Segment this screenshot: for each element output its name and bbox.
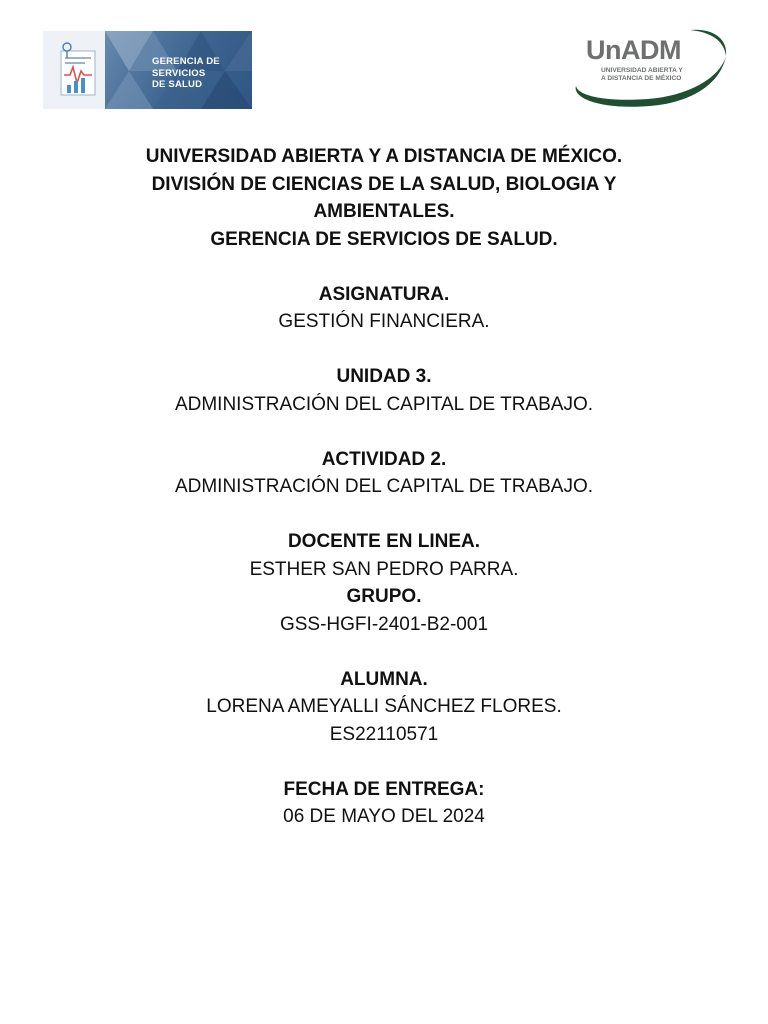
division-name-line1: DIVISIÓN DE CIENCIAS DE LA SALUD, BIOLOGIA Y (151, 173, 617, 195)
spacer (100, 501, 668, 529)
gerencia-logo (43, 31, 252, 109)
spacer (100, 638, 668, 666)
university-name: UNIVERSIDAD ABIERTA Y A DISTANCIA DE MÉXICO. (145, 146, 623, 167)
student-name: LORENA AMEYALLI SÁNCHEZ FLORES. (206, 696, 562, 717)
spacer (100, 253, 668, 281)
subject-value: GESTIÓN FINANCIERA. (278, 311, 490, 332)
group-value: GSS-HGFI-2401-B2-001 (279, 613, 489, 635)
logo-line: SERVICIOS (152, 67, 206, 79)
subject-label: ASIGNATURA. (318, 283, 450, 305)
division-name-line2: AMBIENTALES. (313, 201, 455, 222)
spacer (100, 418, 668, 446)
logo-line: DE SALUD (152, 79, 203, 90)
unadm-logo (570, 26, 730, 110)
logo-line: GERENCIA DE (152, 56, 220, 67)
teacher-label: DOCENTE EN LINEA. (287, 531, 481, 552)
student-id: ES22110571 (329, 723, 439, 745)
unadm-subtitle-line: A DISTANCIA DE MÉXICO (601, 74, 682, 82)
spacer (100, 748, 668, 776)
delivery-date-label: FECHA DE ENTREGA: (283, 778, 485, 800)
group-label: GRUPO. (346, 586, 422, 607)
spacer (100, 336, 668, 364)
activity-value: ADMINISTRACIÓN DEL CAPITAL DE TRABAJO. (174, 476, 594, 497)
unadm-brand: UnADM (586, 35, 681, 65)
unit-label: UNIDAD 3. (336, 366, 432, 387)
unadm-subtitle-line: UNIVERSIDAD ABIERTA Y (601, 67, 683, 74)
cover-page-content (100, 143, 668, 831)
health-chart-icon (43, 31, 105, 109)
unadm-subtitle (601, 67, 683, 82)
student-label: ALUMNA. (340, 668, 428, 690)
activity-label: ACTIVIDAD 2. (321, 448, 447, 470)
delivery-date-value: 06 DE MAYO DEL 2024 (283, 806, 485, 827)
unit-value: ADMINISTRACIÓN DEL CAPITAL DE TRABAJO. (174, 393, 594, 415)
teacher-value: ESTHER SAN PEDRO PARRA. (249, 558, 519, 580)
program-name: GERENCIA DE SERVICIOS DE SALUD. (210, 228, 558, 250)
gerencia-logo-text (152, 56, 220, 91)
